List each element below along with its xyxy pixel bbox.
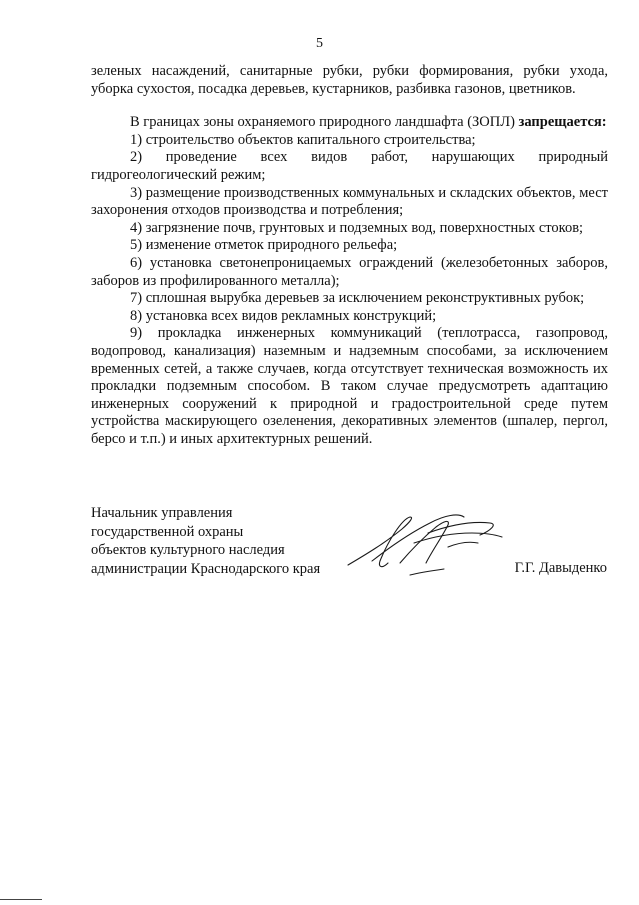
signatory-title — [91, 504, 320, 578]
prohibition-item-5: 5) изменение отметок природного рельефа; — [130, 237, 398, 254]
signatory-name: Г.Г. Давыденко — [514, 560, 607, 576]
prohibitions-lead-text: В границах зоны охраняемого природного ландшафта (ЗОПЛ) — [130, 114, 515, 131]
prohibition-item-1: 1) строительство объектов капитального строительства; — [130, 131, 476, 148]
prohibition-item-3: 3) размещение производственных коммунальных и складских объектов, мест захоронения отходов производства и потребления; — [91, 184, 608, 219]
prohibition-item-7: 7) сплошная вырубка деревьев за исключением реконструктивных рубок; — [130, 290, 585, 307]
footer-divider — [0, 899, 42, 900]
signatory-title-line-3: объектов культурного наследия — [91, 542, 285, 558]
prohibition-item-9: 9) прокладка инженерных коммуникаций (теплотрасса, газопровод, водопровод, канализация) наземным и надземным способами, за исключением временных сетей, а также случаев, когда отсутствует техническая возможность их прокладки подземным способом. В таком случае предусмотреть адаптацию инженерных сооружений к природной и градостроительной среде путем устройства маскирующего озеленения, декоративных элементов (шпалер, пергол, берсо и т.п.) и иных архитектурных решений. — [91, 325, 608, 447]
handwritten-signature-icon — [340, 503, 510, 583]
prohibition-item-4: 4) загрязнение почв, грунтовых и подземных вод, поверхностных стоков; — [130, 219, 584, 236]
prohibition-item-8: 8) установка всех видов рекламных конструкций; — [130, 307, 437, 324]
document-body — [91, 63, 608, 448]
prohibitions-lead-bold: запрещается: — [518, 114, 607, 131]
signatory-title-line-4: администрации Краснодарского края — [91, 560, 321, 577]
page-number: 5 — [316, 36, 323, 51]
prohibitions-lead — [91, 114, 608, 132]
signatory-title-line-2: государственной охраны — [91, 523, 244, 540]
signatory-title-line-1: Начальник управления — [91, 505, 233, 521]
continuation-paragraph: зеленых насаждений, санитарные рубки, рубки формирования, рубки ухода, уборка сухостоя, посадка деревьев, кустарников, разбивка газонов, цветников. — [91, 63, 608, 97]
prohibition-item-6: 6) установка светонепроницаемых ограждений (железобетонных заборов, заборов из профилированного металла); — [91, 254, 608, 289]
prohibition-item-2: 2) проведение всех видов работ, нарушающих природный гидрогеологический режим; — [91, 149, 608, 183]
